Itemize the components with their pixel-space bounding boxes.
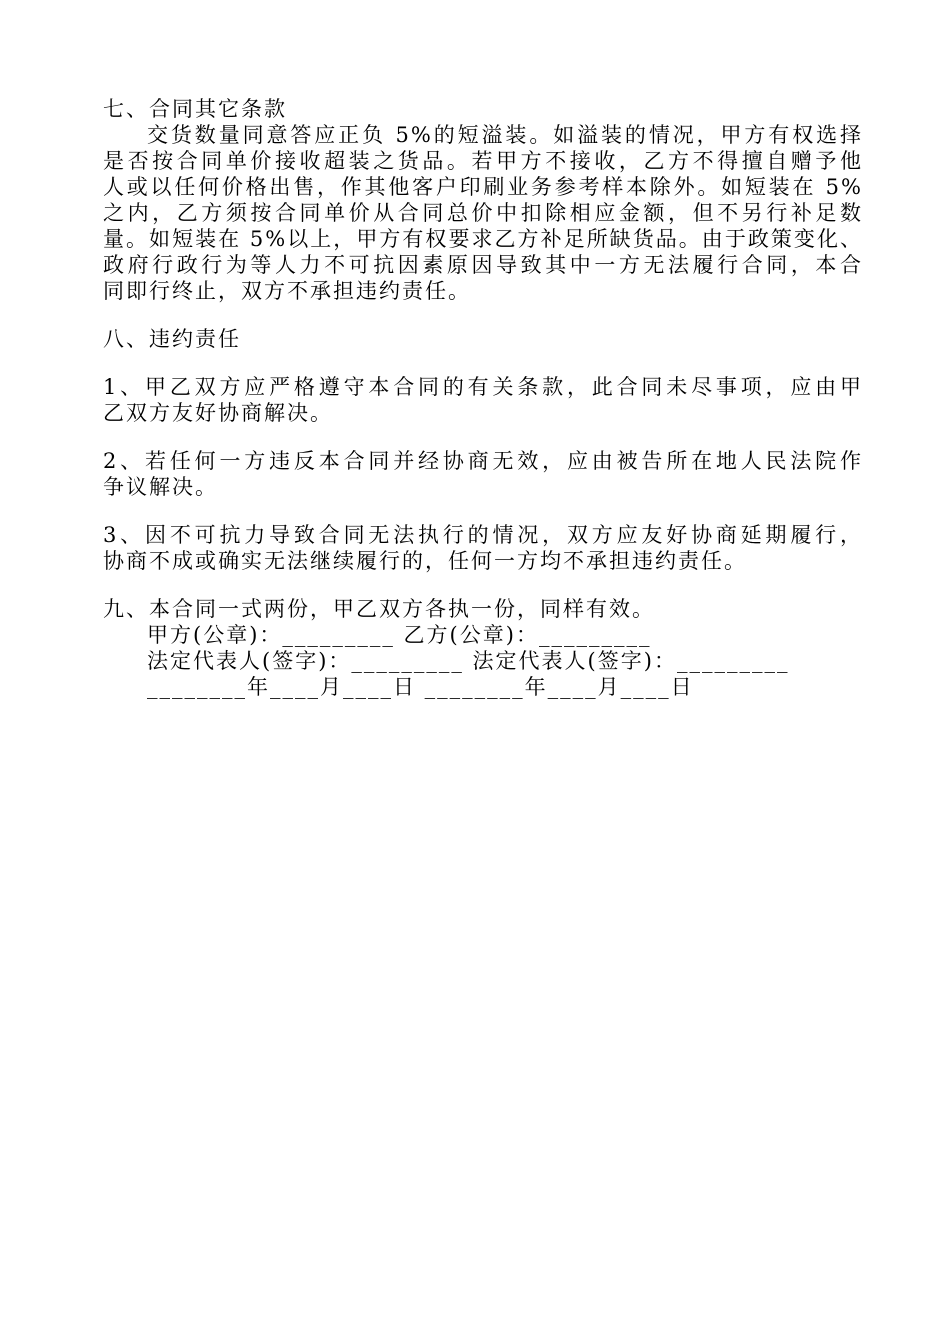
section-8-heading: 八、违约责任	[103, 327, 241, 351]
section-9-heading: 九、本合同一式两份，甲乙双方各执一份，同样有效。	[103, 597, 655, 621]
section-7-text-line-5: 量。如短装在 5%以上，甲方有权要求乙方补足所缺货品。由于政策变化、	[103, 227, 863, 251]
section-8-item-1-line-1: 1、甲乙双方应严格遵守本合同的有关条款，此合同未尽事项，应由甲	[103, 375, 863, 399]
date-line: ________年____月____日 ________年____月____日	[147, 675, 694, 699]
section-7-text-line-4: 之内，乙方须按合同单价从合同总价中扣除相应金额，但不另行补足数	[103, 201, 863, 225]
seal-line: 甲方(公章)：_________ 乙方(公章)：_________	[147, 623, 652, 647]
section-8-item-2-line-2: 争议解决。	[103, 475, 218, 499]
section-7-heading: 七、合同其它条款	[103, 97, 287, 121]
representative-signature-line: 法定代表人(签字)：_________ 法定代表人(签字)：_________	[147, 649, 790, 673]
section-8-item-2-line-1: 2、若任何一方违反本合同并经协商无效，应由被告所在地人民法院作	[103, 449, 863, 473]
section-8-item-3-line-1: 3、因不可抗力导致合同无法执行的情况，双方应友好协商延期履行，	[103, 523, 863, 547]
section-7-text-line-1: 交货数量同意答应正负 5%的短溢装。如溢装的情况，甲方有权选择	[147, 123, 863, 147]
section-7-text-line-3: 人或以任何价格出售，作其他客户印刷业务参考样本除外。如短装在 5%	[103, 175, 863, 199]
section-8-item-3-line-2: 协商不成或确实无法继续履行的，任何一方均不承担违约责任。	[103, 549, 747, 573]
section-7-text-line-2: 是否按合同单价接收超装之货品。若甲方不接收，乙方不得擅自赠予他	[103, 149, 863, 173]
section-8-item-1-line-2: 乙双方友好协商解决。	[103, 401, 333, 425]
section-7-text-line-7: 同即行终止，双方不承担违约责任。	[103, 279, 471, 303]
contract-page	[103, 96, 863, 700]
section-7-text-line-6: 政府行政行为等人力不可抗因素原因导致其中一方无法履行合同，本合	[103, 253, 863, 277]
